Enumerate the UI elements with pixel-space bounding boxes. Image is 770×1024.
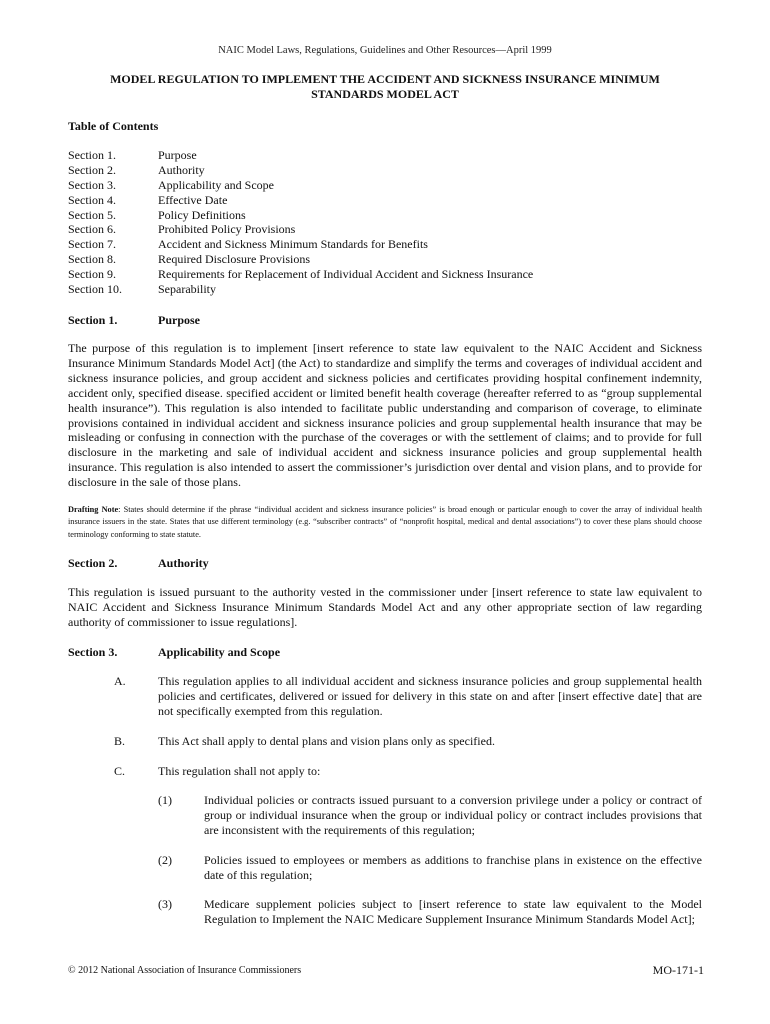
toc-section-title: Policy Definitions: [158, 207, 246, 222]
section-2-body: This regulation is issued pursuant to the authority vested in the commissioner under [insert reference to state law equivalent to NAIC Accident and Sickness Insurance Minimum Standards Model Act and any other appropriate section of law regarding authority of commissioner to issue regulations].: [68, 585, 702, 629]
toc-section-number: Section 6.: [68, 222, 116, 237]
toc-entry: [68, 222, 708, 237]
toc-entry: [68, 237, 708, 252]
section-1-body: The purpose of this regulation is to implement [insert reference to state law equivalent to the NAIC Accident and Sickness Insurance Minimum Standards Model Act] (the Act) to standardize and simplify the terms and coverages of individual accident and sickness insurance policies, and group accident and sickness policies and certificates providing hospital confinement indemnity, accident only, specified disease. specified accident or limited benefit health coverage (hereafter referred to as “group supplemental health insurance”). This regulation is also intended to facilitate public understanding and comparison of coverage, to eliminate provisions contained in individual accident and sickness insurance policies and group supplemental health insurance that may be misleading or confusing in connection with the purchase of the coverages or with the settlement of claims; and to provide for full disclosure in the marketing and sale of individual accident and sickness insurance policies and group supplemental health insurance. This regulation is also intended to assert the commissioner’s jurisdiction over dental and vision plans, and to provide for disclosure in the sale of those plans.: [68, 341, 702, 490]
subitem-label: (1): [158, 793, 172, 807]
toc-section-number: Section 8.: [68, 252, 116, 267]
drafting-note: [68, 504, 702, 541]
subitem-label: (2): [158, 853, 172, 867]
section-3-heading: [68, 645, 280, 660]
item-label: B.: [114, 734, 126, 748]
toc-section-title: Requirements for Replacement of Individual Accident and Sickness Insurance: [158, 267, 534, 282]
toc-section-number: Section 3.: [68, 177, 116, 192]
section-number: Section 3.: [68, 645, 118, 659]
toc-entry: [68, 193, 708, 208]
toc-entry: [68, 178, 708, 193]
document-title: MODEL REGULATION TO IMPLEMENT THE ACCIDENT AND SICKNESS INSURANCE MINIMUM STANDARDS MODEL ACT: [110, 72, 660, 101]
section-1-heading: [68, 313, 200, 328]
item-label: A.: [114, 674, 126, 688]
section-title: Authority: [158, 556, 209, 570]
toc-section-title: Required Disclosure Provisions: [158, 252, 310, 267]
toc-entry: [68, 208, 708, 223]
toc-section-number: Section 7.: [68, 237, 116, 252]
toc-section-number: Section 10.: [68, 282, 122, 297]
toc-section-title: Effective Date: [158, 192, 228, 207]
item-text: This Act shall apply to dental plans and vision plans only as specified.: [158, 734, 495, 748]
toc-section-number: Section 5.: [68, 207, 116, 222]
running-head: NAIC Model Laws, Regulations, Guidelines and Other Resources—April 1999: [218, 45, 552, 56]
table-of-contents: [68, 148, 708, 297]
toc-section-number: Section 9.: [68, 267, 116, 282]
toc-entry: [68, 252, 708, 267]
subitem-text: Medicare supplement policies subject to [insert reference to state law equivalent to the Model Regulation to Implement the NAIC Medicare Supplement Insurance Minimum Standards Model Act];: [204, 897, 702, 926]
toc-entry: [68, 148, 708, 163]
subitem-text: Individual policies or contracts issued pursuant to a conversion privilege under a policy or contract of group or individual insurance when the group or individual policy or contract includes provisions that are inconsistent with the requirements of this regulation;: [204, 793, 702, 837]
toc-section-title: Purpose: [158, 148, 197, 162]
item-text: This regulation applies to all individual accident and sickness insurance policies and group supplemental health policies and certificates, delivered or issued for delivery in this state on and after [insert effective date] that are not specifically exempted from this regulation.: [158, 674, 702, 718]
toc-section-number: Section 1.: [68, 148, 116, 162]
toc-section-title: Prohibited Policy Provisions: [158, 222, 296, 237]
item-text: This regulation shall not apply to:: [158, 764, 321, 778]
section-number: Section 1.: [68, 313, 118, 327]
subitem-text: Policies issued to employees or members as additions to franchise plans in existence on the effective date of this regulation;: [204, 853, 702, 882]
toc-heading: Table of Contents: [68, 119, 159, 133]
drafting-note-label: Drafting Note: [68, 505, 119, 514]
toc-section-number: Section 2.: [68, 162, 116, 177]
section-number: Section 2.: [68, 556, 118, 570]
section-title: Purpose: [158, 313, 200, 327]
section-2-heading: [68, 556, 209, 571]
toc-entry: [68, 267, 708, 282]
subitem-label: (3): [158, 897, 172, 911]
footer-page-id: MO-171-1: [652, 963, 704, 977]
toc-section-number: Section 4.: [68, 192, 116, 207]
toc-section-title: Authority: [158, 162, 205, 177]
toc-section-title: Applicability and Scope: [158, 177, 274, 192]
drafting-note-text: : States should determine if the phrase “individual accident and sickness insurance policies” is broad enough or particular enough to cover the array of individual health insurance issuers in the state. States that use different terminology (e.g. “subscriber contracts” of “nonprofit hospital, medical and dental associations”) to cover these plans should choose terminology conforming to state statute.: [68, 505, 702, 539]
toc-section-title: Accident and Sickness Minimum Standards for Benefits: [158, 237, 428, 252]
item-label: C.: [114, 764, 126, 778]
section-title: Applicability and Scope: [158, 645, 281, 659]
footer-copyright: © 2012 National Association of Insurance Commissioners: [68, 965, 302, 976]
toc-section-title: Separability: [158, 282, 216, 297]
toc-entry: [68, 163, 708, 178]
toc-entry: [68, 282, 708, 297]
